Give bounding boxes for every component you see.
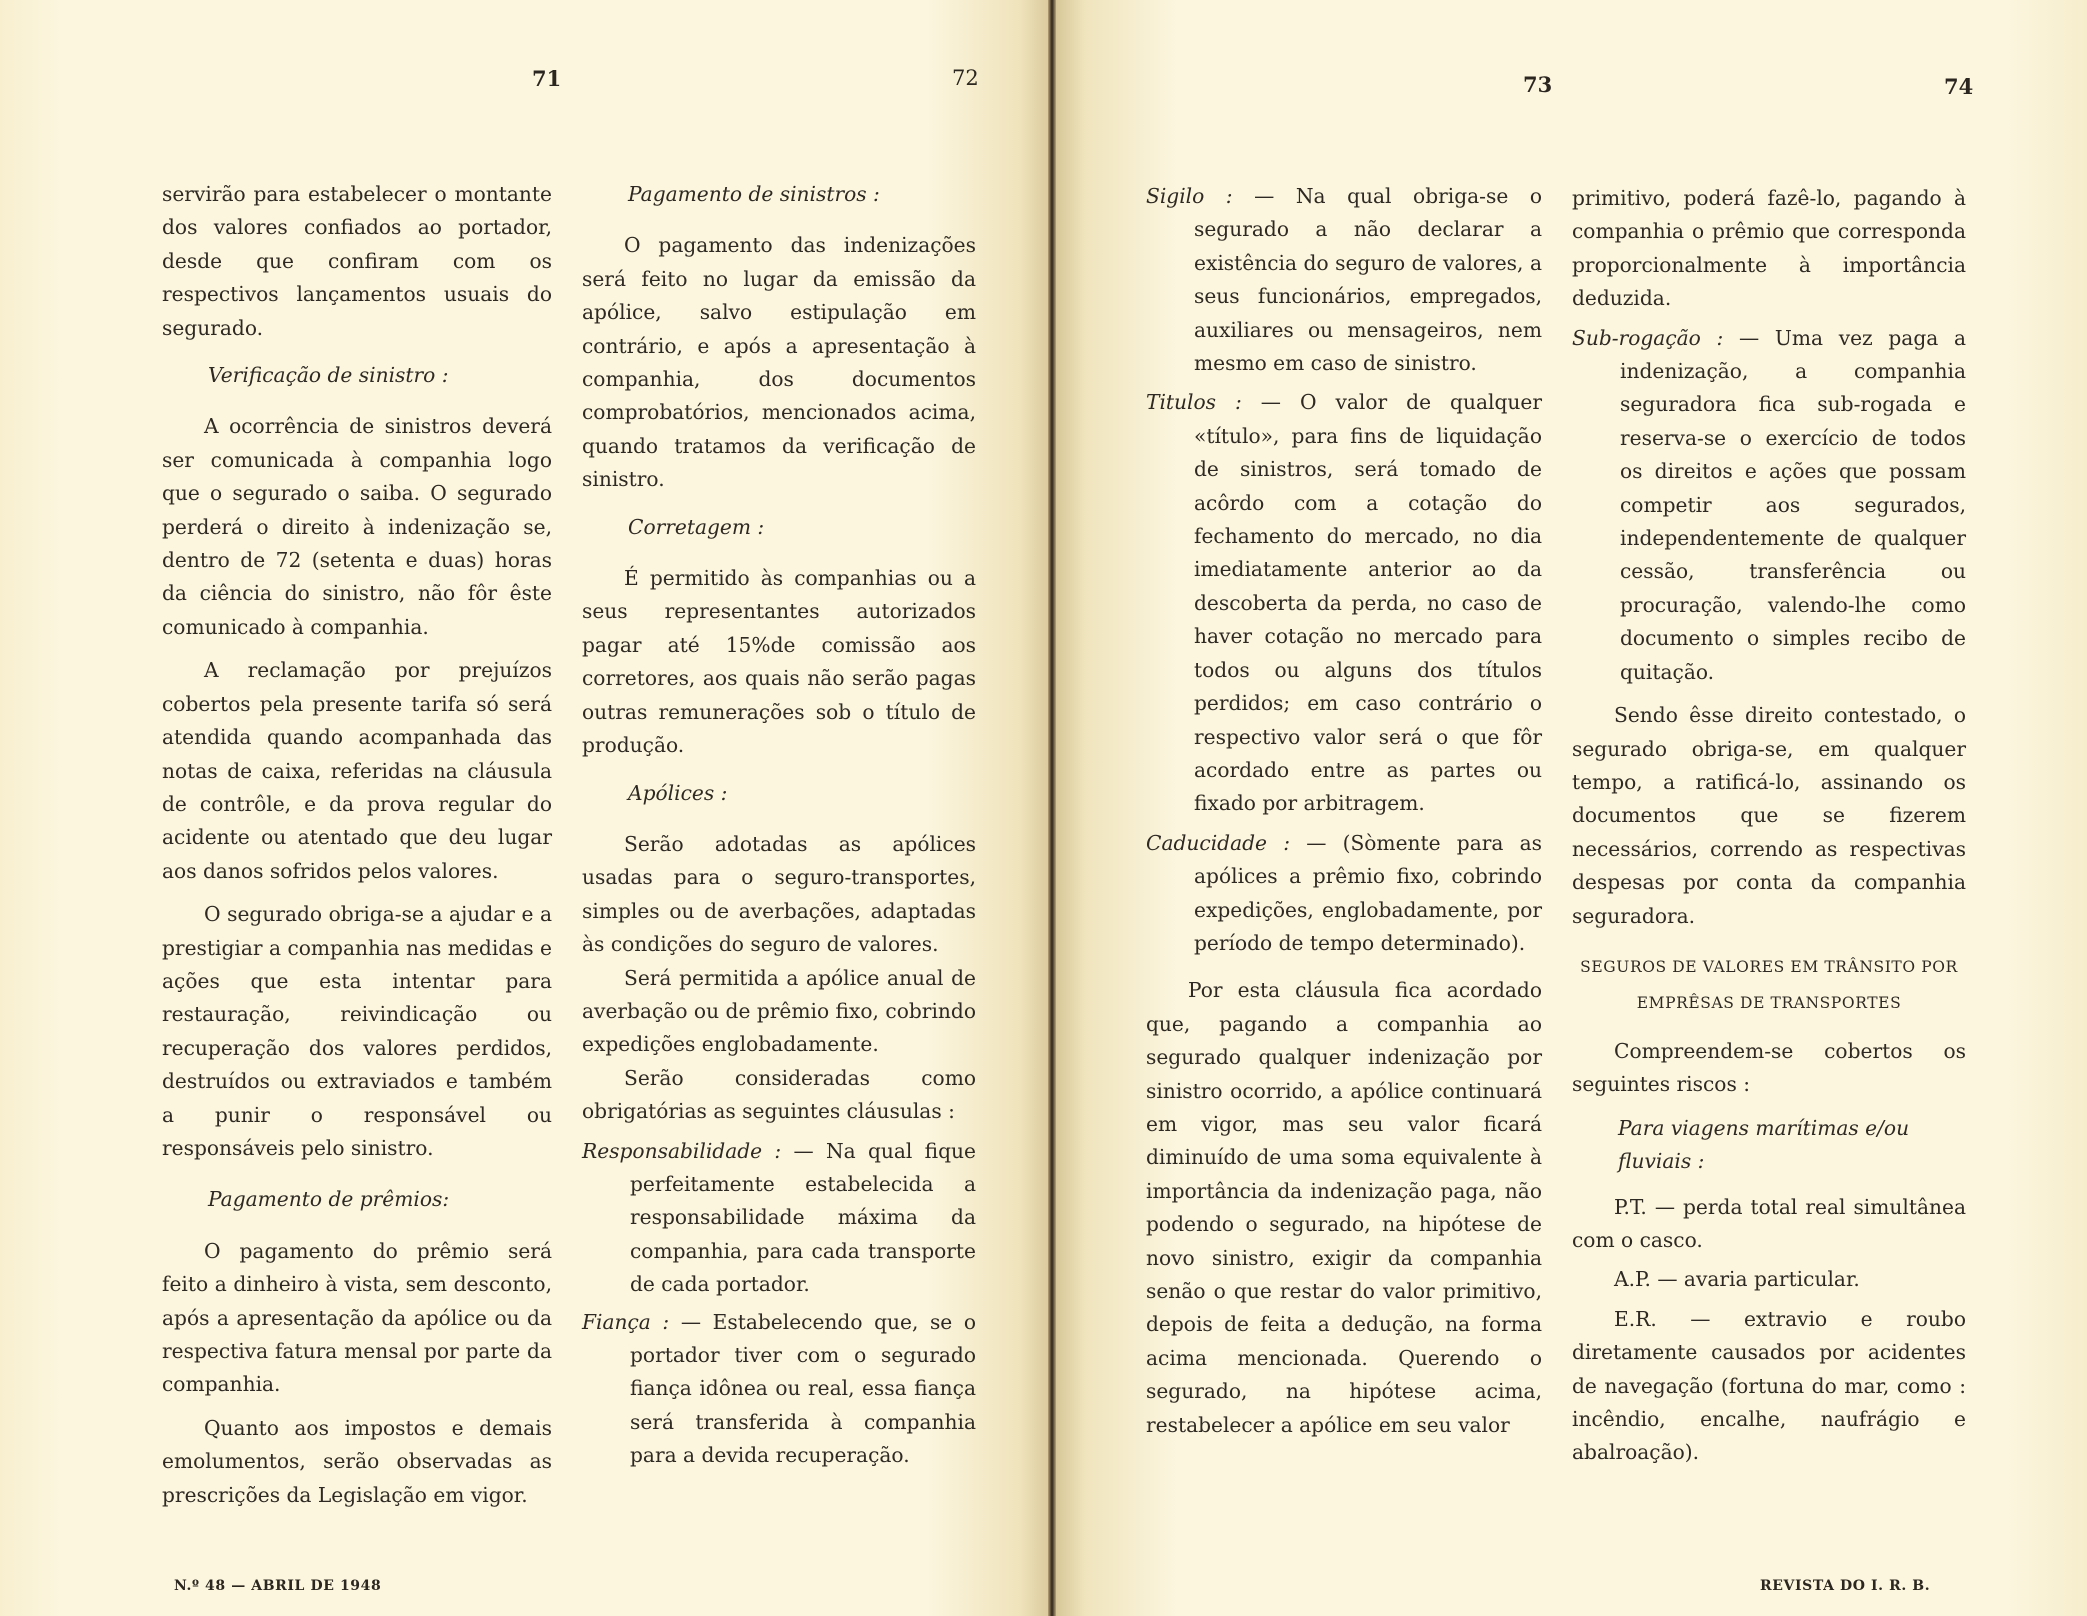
clause-subrogacao [1572,322,1966,689]
section-title: SEGUROS DE VALORES EM TRÂNSITO POR EMPRÊSAS DE TRANSPORTES [1580,957,1958,1012]
paragraph: Serão consideradas como obrigatórias as seguintes cláusulas : [582,1065,976,1124]
risk-er [1572,1303,1966,1470]
column-page-71 [162,178,552,1512]
page-number-71: 71 [532,66,562,91]
risk-code: P.T. [1614,1194,1647,1219]
paragraph: A reclamação por prejuízos cobertos pela presente tarifa só será atendida quando acompanhada das notas de caixa, referidas na cláusula de contrôle, e da prova regular do acidente ou atentado que deu lugar aos danos sofridos pelos valores. [162,658,552,883]
column-page-74 [1572,182,1966,1470]
paragraph: Serão adotadas as apólices usadas para o seguro-transportes, simples ou de averbações, adaptadas às condições do seguro de valores. [582,831,976,957]
section-heading: Pagamento de prêmios: [208,1187,450,1212]
clause-text: — (Sòmente para as apólices a prêmio fixo, cobrindo expedições, englobadamente, por período de tempo determinado). [1194,830,1543,955]
book-gutter [1048,0,1056,1616]
clause-sigilo [1146,180,1542,380]
risk-ap [1572,1263,1966,1296]
section-heading: Pagamento de sinistros : [628,182,880,206]
clause-text: — Na qual fique perfeitamente estabelecida a responsabilidade máxima da companhia, para cada transporte de cada portador. [630,1138,976,1297]
clause-text: — Estabelecendo que, se o portador tiver com o segurado fiança idônea ou real, essa fiança será transferida à companhia para a devida recuperação. [630,1309,977,1468]
clause-text: — O valor de qualquer «título», para fins de liquidação de sinistros, será tomado de acôrdo com a cotação do fechamento do mercado, no dia imediatamente anterior ao da descoberta da perda, no caso de haver cotação no mercado para todos ou alguns dos títulos perdidos; em caso contrário o respectivo valor será o que fôr acordado entre as partes ou fixado por arbitragem. [1194,390,1542,816]
paragraph: A ocorrência de sinistros deverá ser comunicada à companhia logo que o segurado o saiba. O segurado perderá o direito à indenização se, dentro de 72 (setenta e duas) horas da ciência do sinistro, não fôr êste comunicado à companhia. [162,414,552,639]
clause-titulos [1146,386,1542,820]
paragraph: servirão para estabelecer o montante dos valores confiados ao portador, desde que confiram com os respectivos lançamentos usuais do segurado. [162,182,552,340]
clause-term: Sigilo : [1146,184,1233,208]
clause-term: Fiança : [582,1309,670,1334]
clause-fianca [582,1306,976,1473]
paragraph: primitivo, poderá fazê-lo, pagando à companhia o prêmio que corresponda proporcionalmente à importância deduzida. [1572,186,1966,311]
clause-text: — Na qual obriga-se o segurado a não declarar a existência do seguro de valores, a seus funcionários, empregados, auxiliares ou mensageiros, nem mesmo em caso de sinistro. [1194,184,1542,376]
paragraph: O segurado obriga-se a ajudar e a prestigiar a companhia nas medidas e ações que esta intentar para restauração, reivindicação ou recuperação dos valores perdidos, destruídos ou extraviados e também a punir o responsável ou responsáveis pelo sinistro. [162,902,552,1160]
paragraph: O pagamento das indenizações será feito no lugar da emissão da apólice, salvo estipulação em contrário, e após a apresentação à companhia, dos documentos comprobatórios, mencionados acima, quando tratamos da verificação de sinistro. [582,233,976,492]
section-heading: Para viagens marítimas e/ou fluviais : [1618,1115,1910,1174]
paragraph: Compreendem-se cobertos os seguintes riscos : [1572,1038,1966,1097]
paragraph: É permitido às companhias ou a seus representantes autorizados pagar até 15%de comissão aos corretores, aos quais não serão pagas outras remunerações sob o título de produção. [582,566,976,758]
page-number-72: 72 [952,66,979,90]
section-heading: Verificação de sinistro : [208,363,449,388]
footer-journal: REVISTA DO I. R. B. [1760,1578,1931,1594]
clause-term: Sub-rogação : [1572,325,1724,350]
clause-caducidade [1146,827,1542,961]
risk-text: — perda total real simultânea com o casco. [1572,1194,1966,1252]
paragraph: Quanto aos impostos e demais emolumentos, serão observadas as prescrições da Legislação em vigor. [162,1415,552,1507]
risk-code: A.P. [1614,1267,1651,1292]
risk-code: E.R. [1614,1306,1657,1331]
risk-text: — avaria particular. [1650,1267,1860,1292]
paragraph: O pagamento do prêmio será feito a dinheiro à vista, sem desconto, após a apresentação da apólice ou da respectiva fatura mensal por parte da companhia. [162,1238,552,1397]
clause-text: — Uma vez paga a indenização, a companhia seguradora fica sub-rogada e reserva-se o exercício de todos os direitos e ações que possam competir aos segurados, independentemente de qualquer cessão, transferência ou procuração, valendo-lhe como documento o simples recibo de quitação. [1620,325,1966,684]
risk-text: — extravio e roubo diretamente causados por acidentes de navegação (fortuna do mar, como : incêndio, encalhe, naufrágio e abalroação). [1572,1306,1966,1465]
clause-term: Caducidade : [1146,830,1290,855]
column-page-72 [582,178,976,1477]
paragraph: Será permitida a apólice anual de averbação ou de prêmio fixo, cobrindo expedições englobadamente. [582,965,976,1057]
footer-issue: N.º 48 — ABRIL DE 1948 [174,1578,382,1594]
column-page-73 [1146,180,1542,1442]
clause-responsabilidade [582,1135,976,1302]
paragraph: Por esta cláusula fica acordado que, pagando a companhia ao segurado qualquer indenização por sinistro ocorrido, a apólice continuará em vigor, mas seu valor ficará diminuído de uma soma equivalente à importância da indenização paga, não podendo o segurado, na hipótese de novo sinistro, exigir da companhia senão o que restar do valor primitivo, depois de feita a dedução, na forma acima mencionada. Querendo o segurado, na hipótese acima, restabelecer a apólice em seu valor [1146,978,1542,1437]
risk-pt [1572,1191,1966,1258]
page-number-73: 73 [1523,72,1553,97]
page-number-74: 74 [1944,74,1974,99]
section-heading: Apólices : [628,780,728,805]
clause-term: Responsabilidade : [582,1138,782,1163]
paragraph: Sendo êsse direito contestado, o segurado obriga-se, em qualquer tempo, a ratificá-lo, assinando os documentos que se fizerem necessários, correndo as respectivas despesas por conta da companhia seguradora. [1572,703,1966,928]
clause-term: Titulos : [1146,390,1242,415]
section-heading: Corretagem : [628,514,765,539]
